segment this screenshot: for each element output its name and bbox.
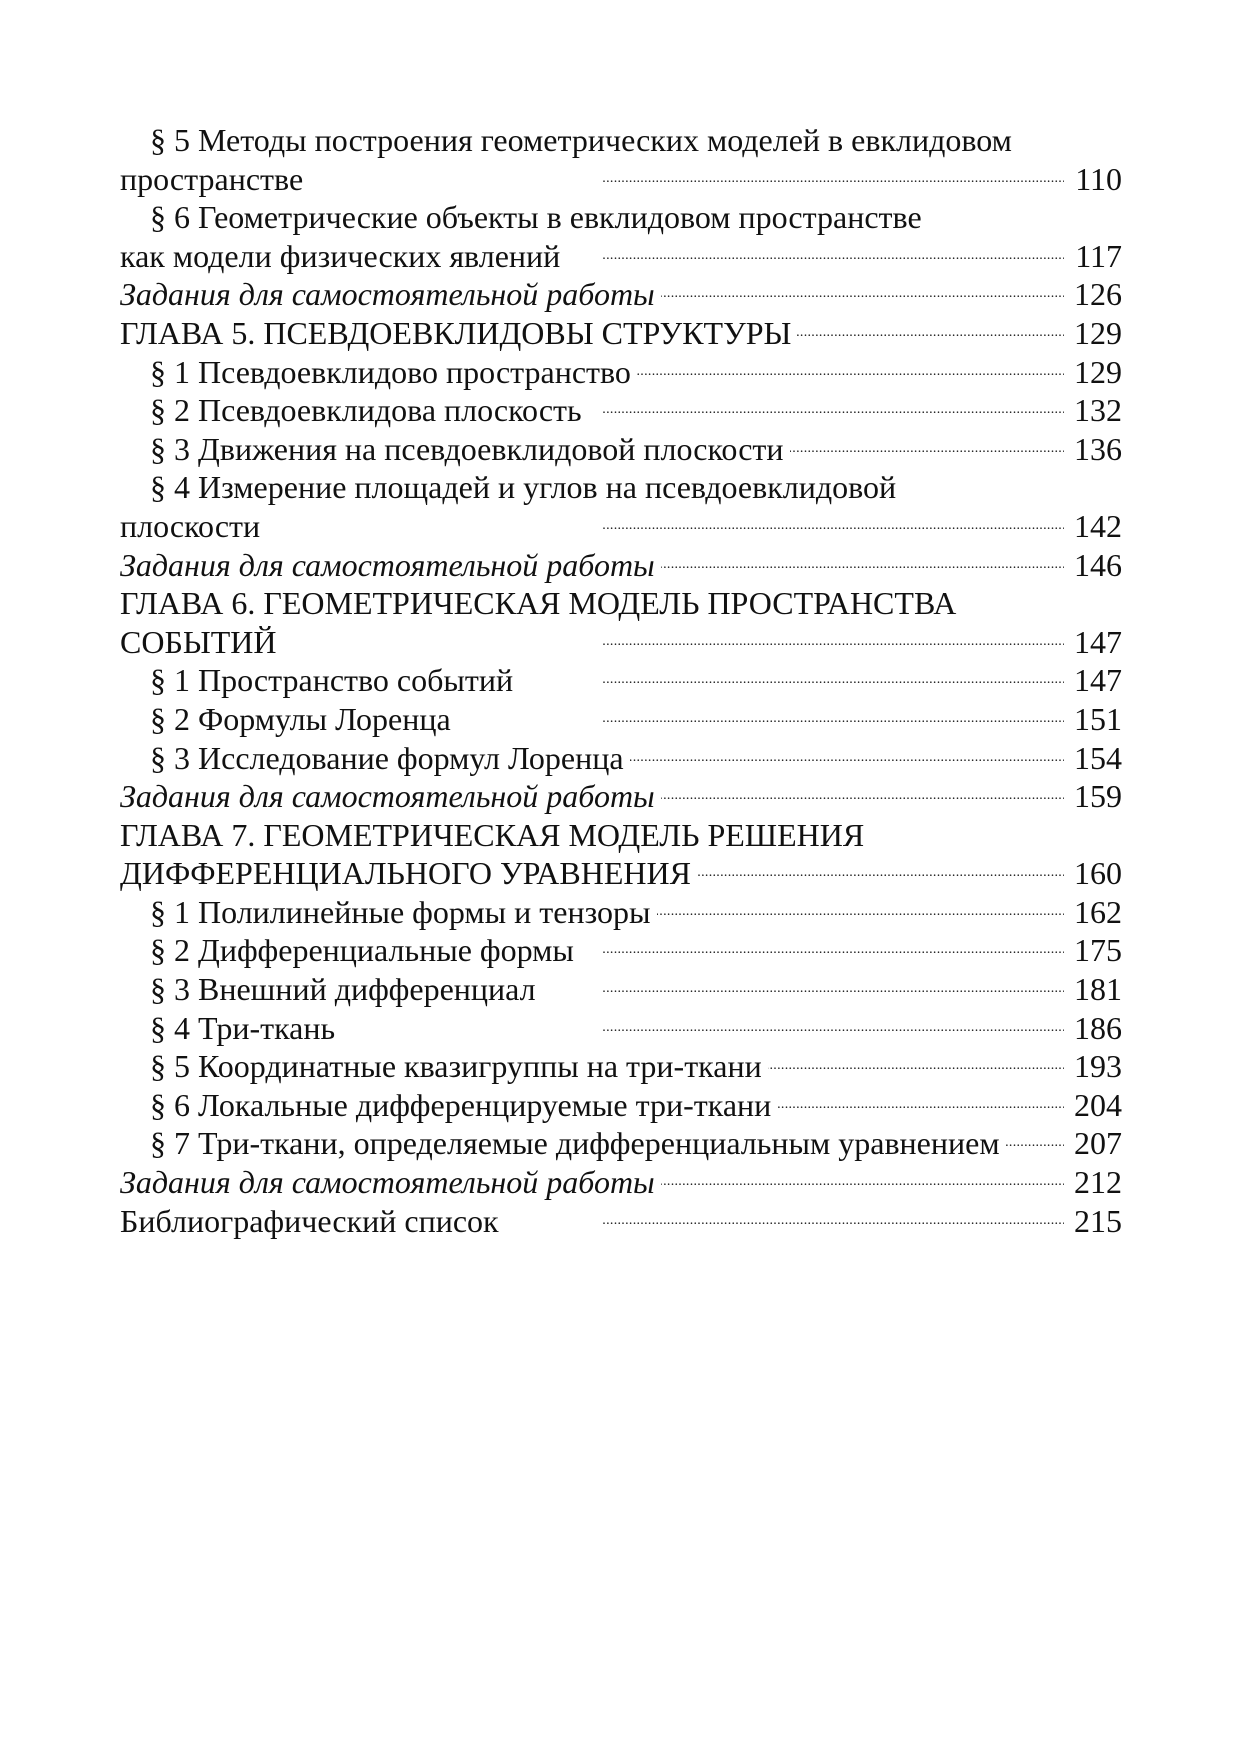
dot-leader (768, 1047, 1064, 1086)
toc-line (120, 1202, 1122, 1241)
toc-page-number: 142 (1074, 507, 1122, 544)
dot-leader (797, 314, 1064, 353)
toc-line (120, 816, 1122, 855)
dot-leader (309, 160, 1064, 199)
toc-entry-chapter[interactable] (120, 314, 1122, 353)
toc-entry-title: плоскости (120, 507, 261, 544)
toc-entry-title: ДИФФЕРЕНЦИАЛЬНОГО УРАВНЕНИЯ (120, 855, 691, 892)
dot-leader (505, 1202, 1064, 1241)
dot-leader (283, 623, 1065, 662)
toc-entry-title: § 3 Внешний дифференциал (150, 971, 536, 1008)
toc-line (120, 1047, 1122, 1086)
toc-page-number: 204 (1074, 1086, 1122, 1123)
toc-line (120, 854, 1122, 893)
dot-leader (637, 353, 1064, 392)
toc-entry-section[interactable] (120, 931, 1122, 970)
toc-line (120, 430, 1122, 469)
dot-leader (697, 854, 1064, 893)
toc-entry-chapter[interactable] (120, 816, 1122, 893)
toc-entry-section[interactable] (120, 1047, 1122, 1086)
toc-entry-title: § 2 Псевдоевклидова плоскость (150, 392, 582, 429)
toc-entry-title: § 3 Движения на псевдоевклидовой плоскости (150, 430, 784, 467)
toc-entry-title: Задания для самостоятельной работы (120, 546, 655, 583)
toc-page-number: 151 (1074, 700, 1122, 737)
toc-line (120, 546, 1122, 585)
toc-entry-title: § 4 Измерение площадей и углов на псевдоевклидовой (150, 469, 897, 506)
toc-entry-title: СОБЫТИЙ (120, 623, 277, 660)
toc-line (120, 275, 1122, 314)
toc-line (120, 121, 1122, 160)
toc-entry-section[interactable] (120, 1009, 1122, 1048)
toc-page-number: 126 (1074, 276, 1122, 313)
toc-entry-section[interactable] (120, 739, 1122, 778)
toc-entry-title: ГЛАВА 7. ГЕОМЕТРИЧЕСКАЯ МОДЕЛЬ РЕШЕНИЯ (120, 816, 865, 853)
dot-leader (661, 275, 1064, 314)
toc-line (120, 661, 1122, 700)
toc-entry-title: Задания для самостоятельной работы (120, 276, 655, 313)
toc-entry-section[interactable] (120, 430, 1122, 469)
toc-entry-section[interactable] (120, 353, 1122, 392)
toc-page-number: 147 (1074, 662, 1122, 699)
toc-entry-title: § 6 Геометрические объекты в евклидовом пространстве (150, 199, 922, 236)
toc-line (120, 1124, 1122, 1163)
toc-page-number: 146 (1074, 546, 1122, 583)
dot-leader (661, 1163, 1064, 1202)
toc-entry-bibliography[interactable] (120, 1202, 1122, 1241)
toc-entry-title: § 5 Методы построения геометрических моделей в евклидовом (150, 122, 1012, 158)
toc-page-number: 129 (1074, 314, 1122, 351)
dot-leader (1006, 1124, 1064, 1163)
toc-line (120, 198, 1122, 237)
toc-entry-title: Задания для самостоятельной работы (120, 778, 655, 815)
toc-entry-section[interactable] (120, 391, 1122, 430)
toc-entry-exercises[interactable] (120, 1163, 1122, 1202)
toc-line (120, 507, 1122, 546)
toc-entry-chapter[interactable] (120, 584, 1122, 661)
toc-entry-title: ГЛАВА 5. ПСЕВДОЕВКЛИДОВЫ СТРУКТУРЫ (120, 314, 792, 351)
toc-line (120, 893, 1122, 932)
dot-leader (661, 546, 1064, 585)
toc-page-number: 110 (1075, 160, 1122, 197)
dot-leader (457, 700, 1064, 739)
toc-entry-section[interactable] (120, 661, 1122, 700)
toc-line (120, 584, 1122, 623)
toc-entry-exercises[interactable] (120, 275, 1122, 314)
toc-entry-section[interactable] (120, 700, 1122, 739)
toc-page-number: 212 (1074, 1164, 1122, 1201)
toc-entry-section[interactable] (120, 970, 1122, 1009)
toc-entry-exercises[interactable] (120, 777, 1122, 816)
dot-leader (630, 739, 1064, 778)
toc-entry-section[interactable] (120, 893, 1122, 932)
table-of-contents (120, 121, 1122, 1240)
toc-entry-section[interactable] (120, 121, 1122, 198)
toc-line (120, 468, 1122, 507)
toc-page-number: 129 (1074, 353, 1122, 390)
toc-line (120, 700, 1122, 739)
toc-page-number: 136 (1074, 430, 1122, 467)
toc-page-number: 215 (1074, 1202, 1122, 1239)
toc-entry-title: § 1 Полилинейные формы и тензоры (150, 893, 651, 930)
toc-entry-title: § 5 Координатные квазигруппы на три-ткани (150, 1048, 762, 1085)
toc-entry-title: § 2 Дифференциальные формы (150, 932, 574, 969)
toc-entry-title: § 1 Пространство событий (150, 662, 514, 699)
toc-line (120, 237, 1122, 276)
toc-entry-title: § 2 Формулы Лоренца (150, 700, 451, 737)
toc-page-number: 159 (1074, 778, 1122, 815)
toc-entry-title: § 7 Три-ткани, определяемые дифференциальным уравнением (150, 1125, 1000, 1162)
toc-line (120, 353, 1122, 392)
toc-line (120, 931, 1122, 970)
toc-entry-title: Задания для самостоятельной работы (120, 1164, 655, 1201)
toc-page-number: 160 (1074, 855, 1122, 892)
toc-line (120, 777, 1122, 816)
toc-page-number: 147 (1074, 623, 1122, 660)
dot-leader (588, 391, 1064, 430)
dot-leader (580, 931, 1064, 970)
toc-page-number: 186 (1074, 1009, 1122, 1046)
toc-entry-exercises[interactable] (120, 546, 1122, 585)
toc-line (120, 623, 1122, 662)
toc-entry-title: как модели физических явлений (120, 237, 561, 274)
toc-entry-title: Библиографический список (120, 1202, 499, 1239)
toc-entry-section[interactable] (120, 468, 1122, 545)
dot-leader (542, 970, 1064, 1009)
toc-line (120, 1086, 1122, 1125)
toc-page-number: 117 (1075, 237, 1122, 274)
dot-leader (341, 1009, 1064, 1048)
toc-page-number: 175 (1074, 932, 1122, 969)
toc-page-number: 132 (1074, 392, 1122, 429)
toc-page-number: 162 (1074, 893, 1122, 930)
toc-line (120, 160, 1122, 199)
toc-entry-section[interactable] (120, 198, 1122, 275)
toc-line (120, 391, 1122, 430)
toc-page-number: 207 (1074, 1125, 1122, 1162)
toc-page-number: 154 (1074, 739, 1122, 776)
toc-line (120, 970, 1122, 1009)
toc-entry-section[interactable] (120, 1086, 1122, 1125)
toc-entry-section[interactable] (120, 1124, 1122, 1163)
toc-entry-title: § 1 Псевдоевклидово пространство (150, 353, 631, 390)
toc-entry-title: пространстве (120, 160, 304, 197)
toc-entry-title: ГЛАВА 6. ГЕОМЕТРИЧЕСКАЯ МОДЕЛЬ ПРОСТРАНСТВА (120, 585, 957, 622)
toc-page-number: 181 (1074, 971, 1122, 1008)
dot-leader (777, 1086, 1064, 1125)
dot-leader (566, 237, 1064, 276)
dot-leader (657, 893, 1064, 932)
toc-line (120, 1009, 1122, 1048)
toc-entry-title: § 4 Три-ткань (150, 1009, 336, 1046)
toc-line (120, 314, 1122, 353)
toc-entry-title: § 6 Локальные дифференцируемые три-ткани (150, 1086, 772, 1123)
dot-leader (266, 507, 1064, 546)
toc-line (120, 1163, 1122, 1202)
dot-leader (790, 430, 1064, 469)
dot-leader (661, 777, 1064, 816)
dot-leader (519, 661, 1064, 700)
toc-page-number: 193 (1074, 1048, 1122, 1085)
toc-line (120, 739, 1122, 778)
toc-entry-title: § 3 Исследование формул Лоренца (150, 739, 624, 776)
